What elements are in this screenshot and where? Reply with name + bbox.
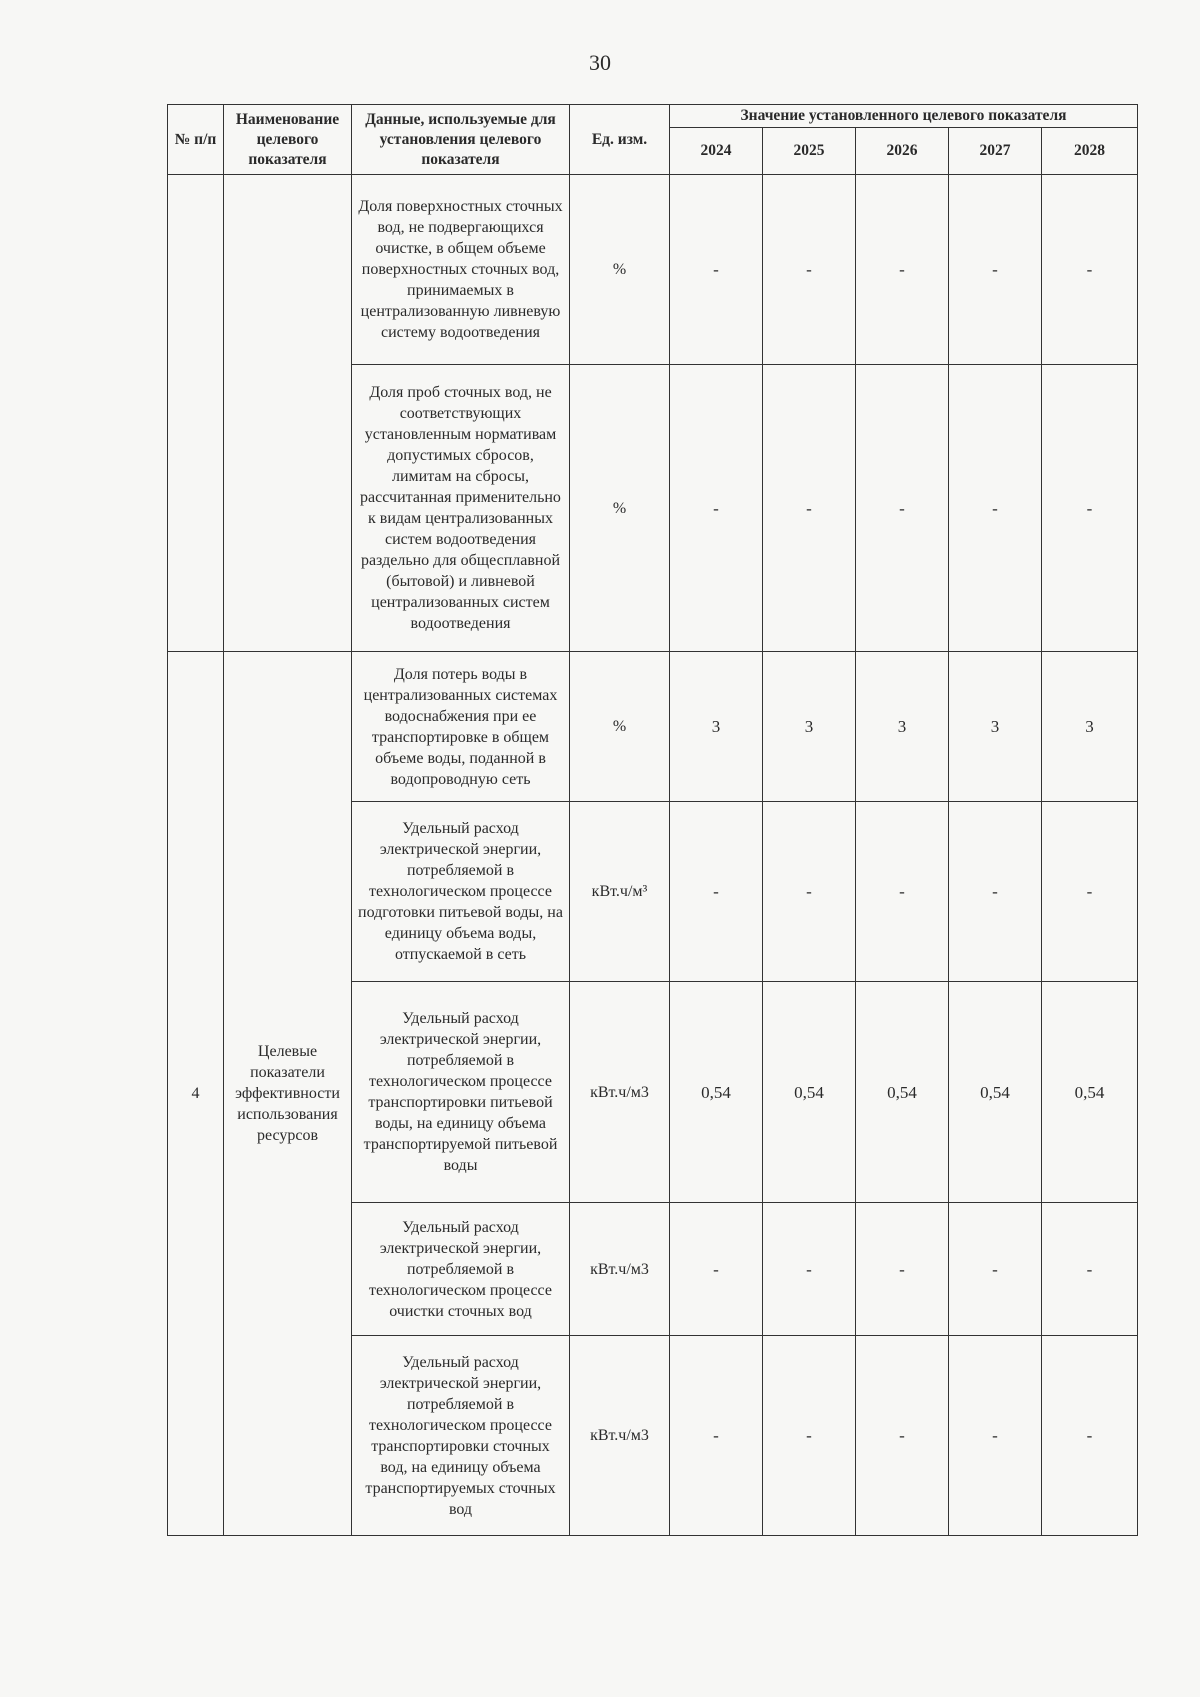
indicator-value: - xyxy=(763,802,856,982)
indicator-value: - xyxy=(670,802,763,982)
indicator-data: Доля потерь воды в централизованных системах водоснабжения при ее транспортировке в общем объеме воды, поданной в водопроводную сеть xyxy=(352,652,570,802)
indicator-value: - xyxy=(1042,175,1138,365)
header-value-group: Значение установленного целевого показателя xyxy=(670,105,1138,128)
indicator-unit: % xyxy=(570,365,670,652)
indicator-value: - xyxy=(763,365,856,652)
indicator-value: 3 xyxy=(763,652,856,802)
target-indicators-table xyxy=(167,104,1138,1536)
table-row xyxy=(168,652,1138,802)
group-name xyxy=(224,175,352,652)
indicator-value: - xyxy=(856,1336,949,1536)
indicator-value: 0,54 xyxy=(670,982,763,1203)
header-unit: Ед. изм. xyxy=(570,105,670,175)
indicator-data: Доля проб сточных вод, не соответствующих установленным нормативам допустимых сбросов, лимитам на сбросы, рассчитанная применительно к видам централизованных систем водоотведения раздельно для общесплавной (бытовой) и ливневой централизованных систем водоотведения xyxy=(352,365,570,652)
indicator-value: - xyxy=(949,175,1042,365)
indicator-value: - xyxy=(856,802,949,982)
indicator-data: Удельный расход электрической энергии, потребляемой в технологическом процессе очистки сточных вод xyxy=(352,1203,570,1336)
indicator-value: - xyxy=(949,365,1042,652)
indicator-value: - xyxy=(1042,1203,1138,1336)
indicator-value: 3 xyxy=(1042,652,1138,802)
indicator-value: - xyxy=(1042,365,1138,652)
header-year: 2024 xyxy=(670,128,763,175)
header-data: Данные, используемые для установления целевого показателя xyxy=(352,105,570,175)
indicator-value: - xyxy=(949,1203,1042,1336)
indicator-unit: кВт.ч/м³ xyxy=(570,802,670,982)
indicator-value: - xyxy=(1042,802,1138,982)
indicator-unit: кВт.ч/м3 xyxy=(570,1336,670,1536)
indicator-value: - xyxy=(670,1203,763,1336)
indicator-data: Доля поверхностных сточных вод, не подвергающихся очистке, в общем объеме поверхностных сточных вод, принимаемых в централизованную ливневую систему водоотведения xyxy=(352,175,570,365)
indicator-value: - xyxy=(856,1203,949,1336)
header-num: № п/п xyxy=(168,105,224,175)
group-number: 4 xyxy=(168,652,224,1536)
indicator-value: 0,54 xyxy=(1042,982,1138,1203)
header-year: 2027 xyxy=(949,128,1042,175)
indicator-unit: % xyxy=(570,175,670,365)
indicator-value: 3 xyxy=(670,652,763,802)
indicator-data: Удельный расход электрической энергии, потребляемой в технологическом процессе транспортировки питьевой воды, на единицу объема транспортируемой питьевой воды xyxy=(352,982,570,1203)
indicator-value: - xyxy=(670,1336,763,1536)
indicator-value: 3 xyxy=(856,652,949,802)
indicator-unit: кВт.ч/м3 xyxy=(570,982,670,1203)
indicator-unit: % xyxy=(570,652,670,802)
indicator-data: Удельный расход электрической энергии, потребляемой в технологическом процессе подготовки питьевой воды, на единицу объема воды, отпускаемой в сеть xyxy=(352,802,570,982)
indicator-value: - xyxy=(1042,1336,1138,1536)
indicator-value: - xyxy=(763,1203,856,1336)
header-year: 2025 xyxy=(763,128,856,175)
indicator-value: 3 xyxy=(949,652,1042,802)
page-number: 30 xyxy=(589,50,611,75)
indicator-value: - xyxy=(949,1336,1042,1536)
indicator-value: - xyxy=(856,175,949,365)
indicator-value: - xyxy=(949,802,1042,982)
indicator-value: 0,54 xyxy=(856,982,949,1203)
header-year: 2028 xyxy=(1042,128,1138,175)
table-row xyxy=(168,175,1138,365)
group-number xyxy=(168,175,224,652)
indicator-unit: кВт.ч/м3 xyxy=(570,1203,670,1336)
indicator-value: - xyxy=(856,365,949,652)
indicator-value: - xyxy=(763,1336,856,1536)
indicator-value: - xyxy=(670,175,763,365)
header-row xyxy=(168,105,1138,128)
indicator-value: - xyxy=(763,175,856,365)
header-year: 2026 xyxy=(856,128,949,175)
header-name: Наименование целевого показателя xyxy=(224,105,352,175)
indicator-value: - xyxy=(670,365,763,652)
group-name: Целевые показатели эффективности использования ресурсов xyxy=(224,652,352,1536)
indicator-value: 0,54 xyxy=(763,982,856,1203)
indicator-value: 0,54 xyxy=(949,982,1042,1203)
indicator-data: Удельный расход электрической энергии, потребляемой в технологическом процессе транспортировки сточных вод, на единицу объема транспортируемых сточных вод xyxy=(352,1336,570,1536)
